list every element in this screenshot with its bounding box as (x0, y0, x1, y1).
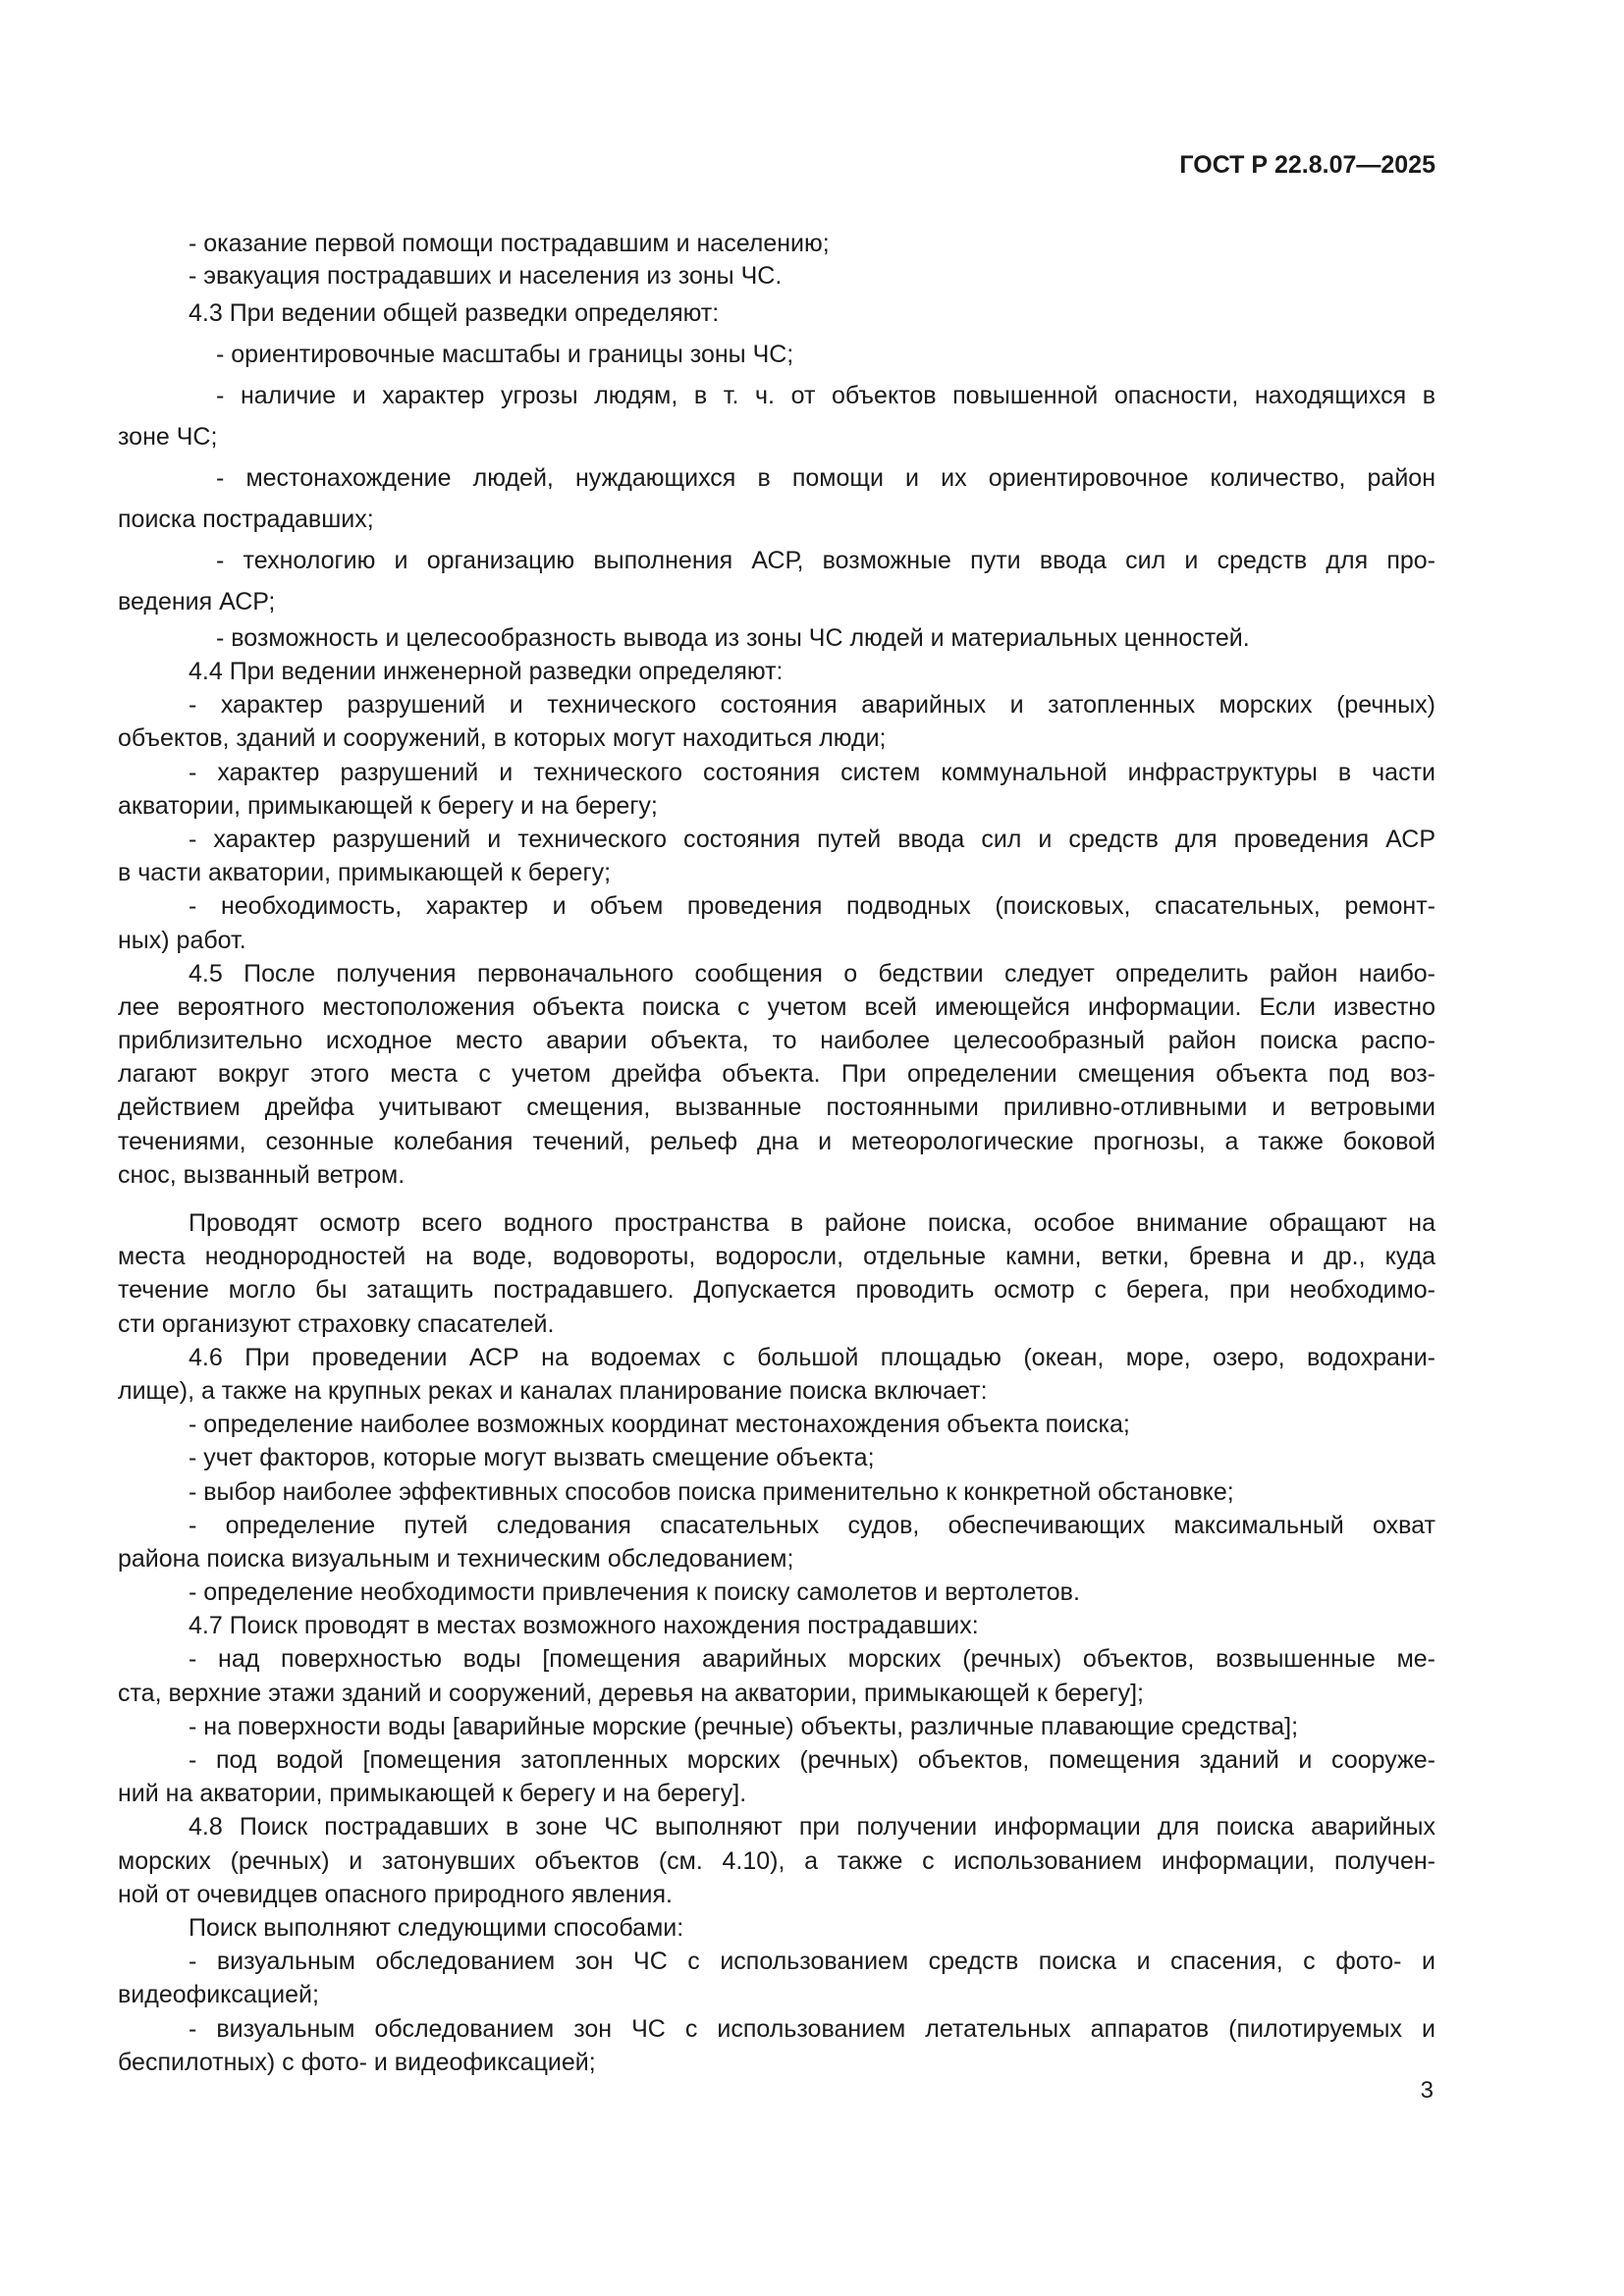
text-line: лее вероятного местоположения объекта поиска с учетом всей имеющейся информации. Если известно (118, 992, 1435, 1021)
text-line: - определение путей следования спасательных судов, обеспечивающих максимальный охват (189, 1511, 1435, 1539)
text-line: ведения АСР; (118, 588, 276, 615)
text-line: - наличие и характер угрозы людям, в т. ч. от объектов повышенной опасности, находящихся в (216, 382, 1435, 409)
text-line: - необходимость, характер и объем проведения подводных (поисковых, спасательных, ремонт- (189, 892, 1435, 921)
text-line: - характер разрушений и технического состояния путей ввода сил и средств для проведения АСР (189, 825, 1435, 853)
text-line: - технологию и организацию выполнения АСР, возможные пути ввода сил и средств для про- (216, 547, 1435, 574)
text-line: - определение необходимости привлечения к поиску самолетов и вертолетов. (189, 1578, 1080, 1607)
text-line: объектов, зданий и сооружений, в которых могут находиться люди; (118, 724, 887, 753)
text-line: зоне ЧС; (118, 423, 218, 451)
document-body (118, 228, 1435, 2079)
text-line: - эвакуация пострадавших и населения из зоны ЧС. (189, 262, 783, 290)
text-line: - выбор наиболее эффективных способов поиска применительно к конкретной обстановке; (189, 1477, 1234, 1506)
text-line: ний на акватории, примыкающей к берегу и на берегу]. (118, 1780, 747, 1808)
text-line: - под водой [помещения затопленных морских (речных) объектов, помещения зданий и сооруже- (189, 1746, 1435, 1774)
text-line: беспилотных) с фото- и видеофиксацией; (118, 2048, 596, 2076)
page-number: 3 (1420, 2077, 1434, 2104)
text-line: района поиска визуальным и техническим обследованием; (118, 1544, 794, 1573)
clause-heading-4-3: 4.3 При ведении общей разведки определяют: (189, 299, 720, 327)
clause-heading-4-8: 4.8 Поиск пострадавших в зоне ЧС выполняют при получении информации для поиска аварийных (189, 1813, 1435, 1842)
text-line: - визуальным обследованием зон ЧС с использованием средств поиска и спасения, с фото- и (189, 1948, 1435, 1976)
clause-heading-4-4: 4.4 При ведении инженерной разведки определяют: (189, 658, 784, 685)
text-line: Поиск выполняют следующими способами: (189, 1913, 684, 1942)
text-line: - характер разрушений и технического состояния систем коммунальной инфраструктуры в части (189, 758, 1435, 786)
clause-heading-4-7: 4.7 Поиск проводят в местах возможного нахождения пострадавших: (189, 1612, 979, 1640)
clause-heading-4-6: 4.6 При проведении АСР на водоемах с большой площадью (океан, море, озеро, водохрани- (189, 1343, 1435, 1371)
text-line: течениями, сезонные колебания течений, рельеф дна и метеорологические прогнозы, а также боковой (118, 1127, 1435, 1155)
text-line: - на поверхности воды [аварийные морские (речные) объекты, различные плавающие средства]; (189, 1712, 1299, 1740)
text-line: места неоднородностей на воде, водовороты, водоросли, отдельные камни, ветки, бревна и др., куда (118, 1243, 1435, 1271)
text-line: в части акватории, примыкающей к берегу; (118, 859, 612, 887)
text-line: ной от очевидцев опасного природного явления. (118, 1880, 674, 1908)
text-line: сти организуют страховку спасателей. (118, 1309, 555, 1338)
text-line: действием дрейфа учитывают смещения, вызванные постоянными приливно-отливными и ветровыми (118, 1094, 1435, 1122)
document-number-header: ГОСТ Р 22.8.07—2025 (1179, 151, 1435, 179)
text-line: - местонахождение людей, нуждающихся в помощи и их ориентировочное количество, район (216, 464, 1435, 492)
text-line: - визуальным обследованием зон ЧС с использованием летательных аппаратов (пилотируемых и (189, 2014, 1435, 2043)
text-line: поиска пострадавших; (118, 506, 374, 533)
text-line: лагают вокруг этого места с учетом дрейфа объекта. При определении смещения объекта под воз- (118, 1060, 1435, 1089)
text-line: акватории, примыкающей к берегу и на берегу; (118, 791, 658, 820)
text-line: - учет факторов, которые могут вызвать смещение объекта; (189, 1444, 875, 1472)
text-line: приблизительно исходное место аварии объекта, то наиболее целесообразный район поиска распо- (118, 1027, 1435, 1055)
text-line: Проводят осмотр всего водного пространства в районе поиска, особое внимание обращают на (189, 1209, 1435, 1237)
text-line: - над поверхностью воды [помещения аварийных морских (речных) объектов, возвышенные ме- (189, 1645, 1435, 1674)
text-line: ных) работ. (118, 926, 246, 954)
text-line: видеофиксацией; (118, 1981, 319, 2009)
text-line: течение могло бы затащить пострадавшего. Допускается проводить осмотр с берега, при необходимо- (118, 1276, 1435, 1305)
text-line: ста, верхние этажи зданий и сооружений, деревья на акватории, примыкающей к берегу]; (118, 1679, 1144, 1707)
text-line: морских (речных) и затонувших объектов (см. 4.10), а также с использованием информации, получен- (118, 1846, 1435, 1875)
text-line: - характер разрушений и технического состояния аварийных и затопленных морских (речных) (189, 691, 1435, 720)
text-line: лище), а также на крупных реках и каналах планирование поиска включает: (118, 1376, 988, 1405)
text-line: - оказание первой помощи пострадавшим и населению; (189, 230, 830, 257)
text-line: снос, вызванный ветром. (118, 1160, 406, 1189)
text-line: - ориентировочные масштабы и границы зоны ЧС; (216, 341, 794, 368)
text-line: - возможность и целесообразность вывода из зоны ЧС людей и материальных ценностей. (216, 624, 1250, 652)
clause-heading-4-5: 4.5 После получения первоначального сообщения о бедствии следует определить район наибо- (189, 959, 1435, 988)
text-line: - определение наиболее возможных координат местонахождения объекта поиска; (189, 1411, 1130, 1439)
